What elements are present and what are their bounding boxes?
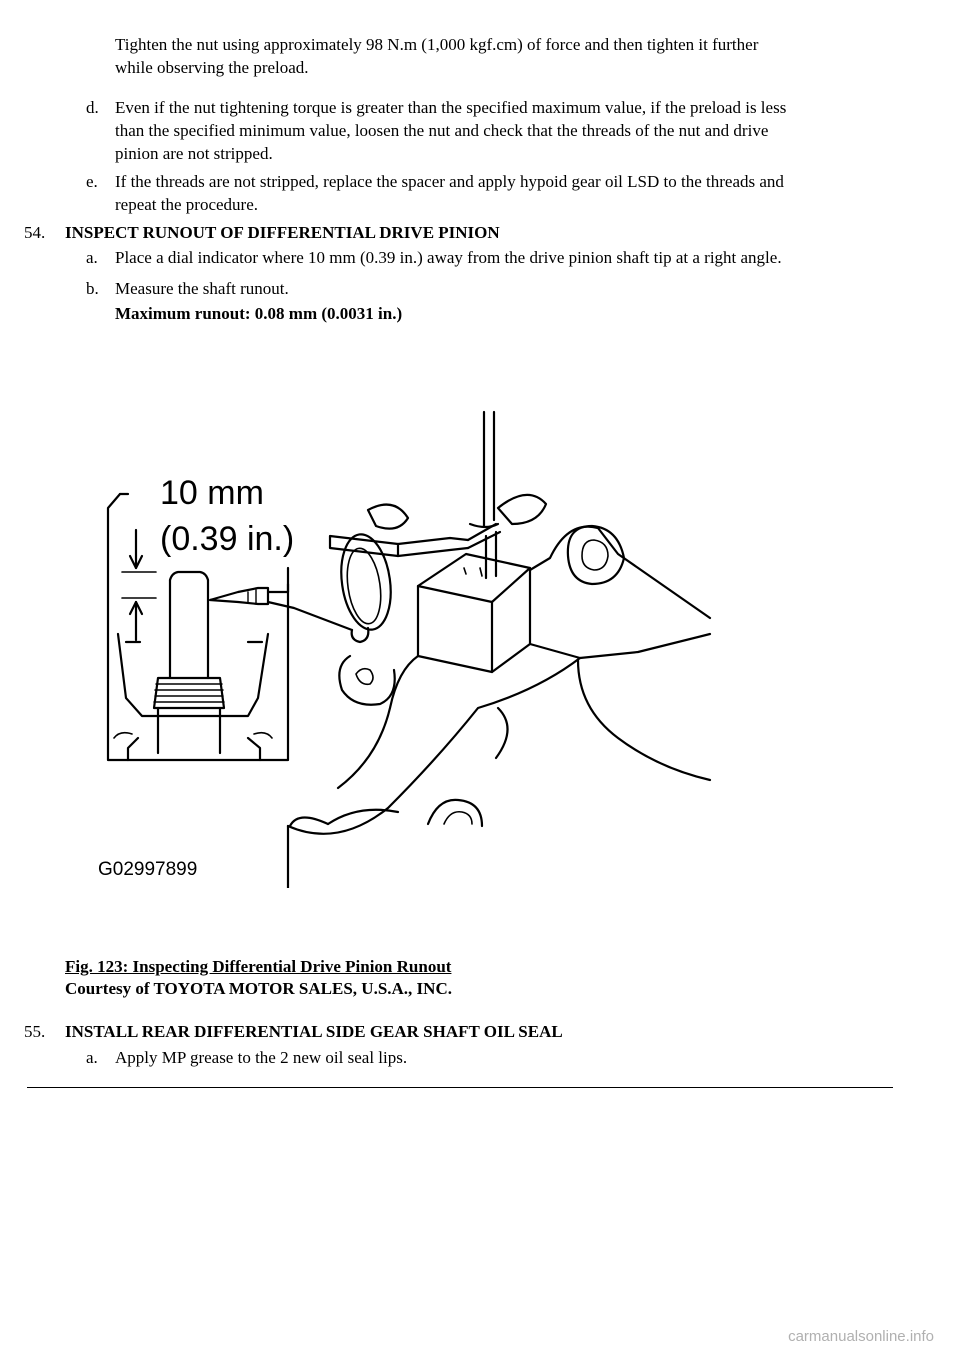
clamp-knob: [368, 505, 408, 529]
step-e: [86, 170, 886, 216]
step-55-title: INSTALL REAR DIFFERENTIAL SIDE GEAR SHAFT OIL SEAL: [65, 1022, 563, 1041]
watermark: carmanualsonline.info: [788, 1328, 934, 1345]
magnetic-base: [418, 554, 530, 602]
step-e-label: e.: [86, 172, 98, 191]
step-54-b: [86, 277, 886, 300]
runout-spec: Maximum runout: 0.08 mm (0.0031 in.): [115, 304, 403, 323]
footer-divider: [27, 1087, 893, 1088]
step-54-number: 54.: [24, 223, 46, 242]
probe-tip: [210, 588, 268, 604]
gauge-arm: [330, 536, 398, 556]
step-55-number: 55.: [24, 1022, 46, 1041]
figure-id: G02997899: [98, 859, 198, 880]
step-54-b-label: b.: [86, 279, 99, 298]
step-d-line-1: Even if the nut tightening torque is greater than the specified maximum value, if the preload is less: [115, 98, 787, 117]
intro-line-1: Tighten the nut using approximately 98 N.m (1,000 kgf.cm) of force and then tighten it further: [115, 35, 759, 54]
step-54-b-text: Measure the shaft runout.: [115, 279, 289, 298]
step-54-a-label: a.: [86, 248, 98, 267]
threaded-nut: [154, 678, 224, 708]
step-54-a: [86, 246, 896, 269]
step-54-title: INSPECT RUNOUT OF DIFFERENTIAL DRIVE PINION: [65, 223, 500, 242]
dimension-mm-label: 10 mm: [160, 474, 264, 512]
step-54-a-text: Place a dial indicator where 10 mm (0.39 in.) away from the drive pinion shaft tip at a right angle.: [115, 248, 782, 267]
runout-illustration: [98, 408, 718, 888]
step-55-a: [86, 1046, 886, 1069]
intro-line-2: while observing the preload.: [115, 58, 309, 77]
figure-caption[interactable]: Fig. 123: Inspecting Differential Drive Pinion Runout: [65, 957, 452, 976]
step-d: [86, 96, 886, 166]
step-e-line-2: repeat the procedure.: [115, 195, 258, 214]
figure-courtesy: Courtesy of TOYOTA MOTOR SALES, U.S.A., INC.: [65, 979, 452, 998]
step-d-line-3: pinion are not stripped.: [115, 144, 273, 163]
step-d-line-2: than the specified minimum value, loosen the nut and check that the threads of the nut and drive: [115, 121, 769, 140]
housing-flange: [530, 527, 710, 618]
dimension-in-label: (0.39 in.): [160, 520, 295, 558]
step-55-a-text: Apply MP grease to the 2 new oil seal lips.: [115, 1048, 408, 1067]
dial-gauge-face: [336, 531, 397, 633]
step-e-line-1: If the threads are not stripped, replace the spacer and apply hypoid gear oil LSD to the threads and: [115, 172, 784, 191]
step-55-a-label: a.: [86, 1048, 98, 1067]
step-d-label: d.: [86, 98, 99, 117]
mount-ear: [339, 656, 394, 705]
housing-cup: [118, 634, 268, 716]
